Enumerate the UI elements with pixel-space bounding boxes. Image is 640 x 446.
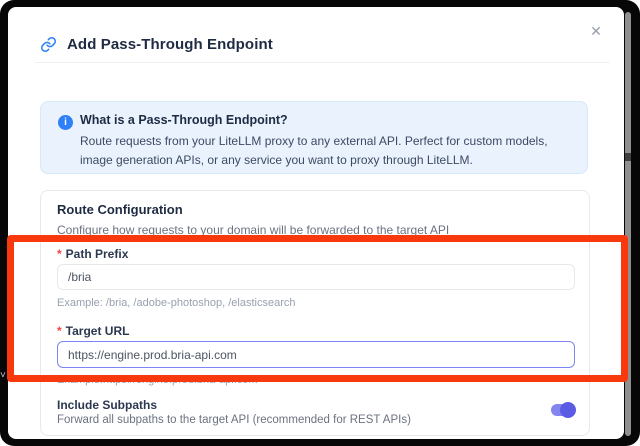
required-asterisk: * [57, 247, 62, 261]
path-prefix-label [57, 247, 128, 261]
target-url-helper: Example:https://engine.prod.bria-api.com [57, 374, 258, 386]
include-subpaths-description: Forward all subpaths to the target API (recommended for REST APIs) [57, 414, 411, 426]
header-divider [35, 62, 610, 63]
scrollbar[interactable] [625, 12, 631, 436]
route-configuration-heading: Route Configuration [57, 202, 183, 217]
close-icon[interactable]: ✕ [590, 23, 602, 39]
include-subpaths-toggle[interactable] [551, 404, 573, 416]
target-url-label-text: Target URL [65, 324, 130, 338]
required-asterisk: * [57, 324, 62, 338]
chevron-down-icon: ˅ [0, 370, 6, 381]
route-configuration-card [40, 190, 590, 436]
add-pass-through-endpoint-modal [8, 7, 624, 439]
info-icon: i [58, 115, 73, 130]
target-url-input[interactable] [57, 341, 575, 368]
path-prefix-label-text: Path Prefix [65, 247, 129, 261]
path-prefix-helper: Example: /bria, /adobe-photoshop, /elasticsearch [57, 297, 296, 309]
modal-title: Add Pass-Through Endpoint [67, 36, 273, 53]
info-callout-body: Route requests from your LiteLLM proxy to any external API. Perfect for custom models, image generation APIs, or any service you want to proxy through LiteLLM. [80, 134, 548, 168]
target-url-label [57, 324, 129, 338]
include-subpaths-label: Include Subpaths [57, 398, 158, 412]
info-callout-title: What is a Pass-Through Endpoint? [80, 113, 288, 127]
toggle-knob [560, 402, 576, 418]
link-icon [40, 36, 57, 53]
modal-header [40, 36, 273, 53]
info-callout [40, 101, 588, 174]
scrollbar-thumb[interactable] [625, 153, 631, 161]
path-prefix-input[interactable] [57, 264, 575, 290]
route-configuration-description: Configure how requests to your domain will be forwarded to the target API [57, 223, 450, 237]
